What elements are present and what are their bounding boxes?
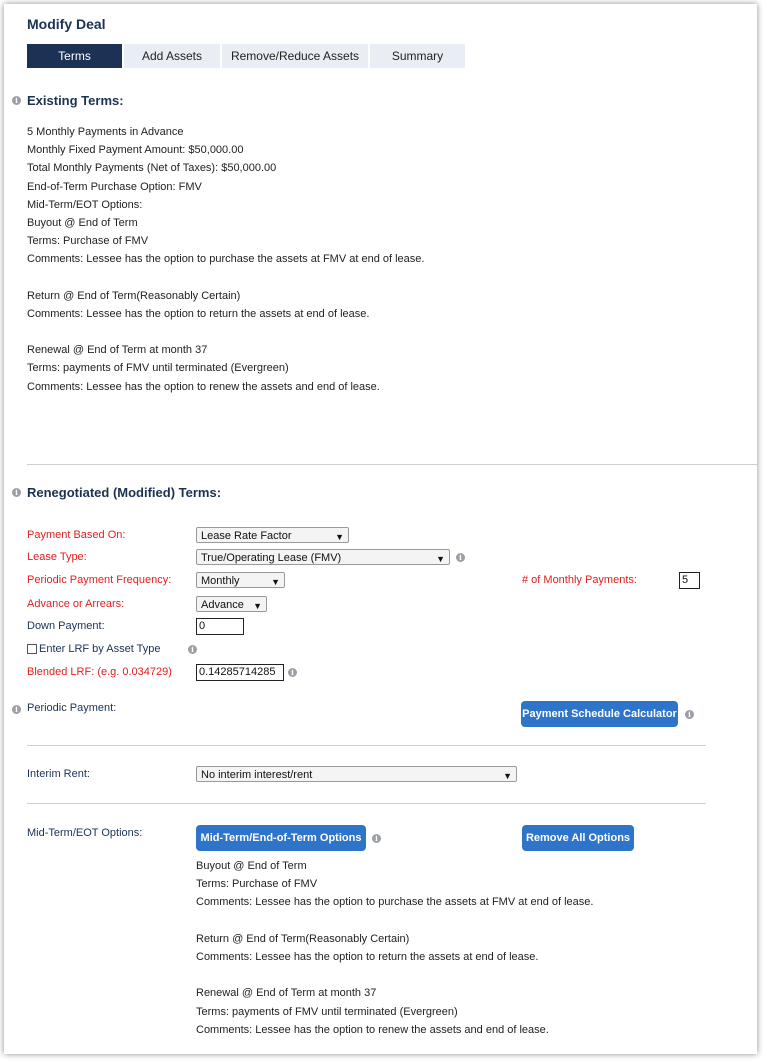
existing-line: Return @ End of Term(Reasonably Certain) [27,289,241,302]
info-icon[interactable]: i [372,834,381,843]
info-icon[interactable]: i [288,668,297,677]
existing-terms-title: Existing Terms: [27,93,124,108]
existing-line: Renewal @ End of Term at month 37 [27,344,208,357]
chevron-down-icon: ▼ [271,577,280,587]
down-payment-label: Down Payment: [27,620,105,632]
lease-type-value: True/Operating Lease (FMV) [201,552,342,564]
existing-line: 5 Monthly Payments in Advance [27,126,184,138]
tab-terms[interactable]: Terms [27,44,122,68]
interim-rent-value: No interim interest/rent [201,769,313,781]
existing-line: Terms: Purchase of FMV [27,235,149,248]
payment-based-on-select[interactable] [196,527,349,543]
info-icon[interactable]: i [685,710,694,719]
renegotiated-terms-title: Renegotiated (Modified) Terms: [27,485,222,500]
chevron-down-icon: ▼ [335,532,344,542]
frequency-value: Monthly [201,575,240,587]
existing-line: End-of-Term Purchase Option: FMV [27,180,202,193]
advance-arrears-label: Advance or Arrears: [27,598,125,610]
num-payments-input[interactable]: 5 [679,572,700,589]
page-title: Modify Deal [27,16,106,32]
option-line: Buyout @ End of Term [196,860,307,872]
existing-line: Comments: Lessee has the option to return the assets at end of lease. [27,307,370,320]
chevron-down-icon: ▼ [253,601,262,611]
existing-line: Comments: Lessee has the option to purchase the assets at FMV at end of lease. [27,253,425,266]
info-icon[interactable]: i [188,645,197,654]
periodic-payment-label: Periodic Payment: [27,702,117,714]
tab-remove-reduce-assets[interactable]: Remove/Reduce Assets [222,44,368,68]
down-payment-input[interactable]: 0 [196,618,244,635]
enter-lrf-row [27,643,160,655]
option-line: Comments: Lessee has the option to return the assets at end of lease. [196,950,539,963]
existing-line: Terms: payments of FMV until terminated (Evergreen) [27,362,289,375]
section-divider [27,745,706,746]
lease-type-label: Lease Type: [27,551,87,563]
option-line [196,912,593,930]
existing-line [27,269,424,287]
frequency-select[interactable] [196,572,285,588]
option-line: Terms: Purchase of FMV [196,878,318,891]
info-icon[interactable]: i [12,488,21,497]
options-text [196,857,593,1039]
existing-line: Buyout @ End of Term [27,216,138,229]
info-icon[interactable]: i [456,553,465,562]
blended-lrf-label: Blended LRF: (e.g. 0.034729) [27,666,172,678]
tab-add-assets[interactable]: Add Assets [124,44,220,68]
option-line: Comments: Lessee has the option to purchase the assets at FMV at end of lease. [196,896,594,909]
option-line: Return @ End of Term(Reasonably Certain) [196,932,410,945]
interim-rent-select[interactable] [196,766,517,782]
existing-line: Total Monthly Payments (Net of Taxes): $50,000.00 [27,162,277,175]
remove-all-options-button[interactable]: Remove All Options [522,825,634,851]
option-line: Comments: Lessee has the option to renew the assets and end of lease. [196,1023,549,1036]
info-icon[interactable]: i [12,96,21,105]
option-line: Terms: payments of FMV until terminated (Evergreen) [196,1005,458,1018]
existing-terms-text [27,123,424,396]
existing-line: Comments: Lessee has the option to renew the assets and end of lease. [27,380,380,393]
chevron-down-icon: ▼ [436,554,445,564]
payment-schedule-calculator-button[interactable]: Payment Schedule Calculator [521,701,678,727]
existing-line: Mid-Term/EOT Options: [27,198,143,211]
blended-lrf-input[interactable]: 0.14285714285 [196,664,284,681]
option-line [196,966,593,984]
tab-summary[interactable]: Summary [370,44,465,68]
enter-lrf-checkbox[interactable] [27,644,37,654]
section-divider [27,464,757,465]
modify-deal-panel [4,4,757,1054]
interim-rent-label: Interim Rent: [27,768,90,780]
payment-based-on-label: Payment Based On: [27,529,126,541]
lease-type-select[interactable] [196,549,450,565]
enter-lrf-label: Enter LRF by Asset Type [39,643,161,655]
mid-term-eot-label: Mid-Term/EOT Options: [27,827,143,839]
mid-term-eot-options-button[interactable]: Mid-Term/End-of-Term Options [196,825,366,851]
frequency-label: Periodic Payment Frequency: [27,574,172,586]
info-icon[interactable]: i [12,705,21,714]
existing-line: Monthly Fixed Payment Amount: $50,000.00 [27,144,244,157]
section-divider [27,803,706,804]
advance-arrears-value: Advance [201,599,244,611]
tab-bar [27,44,467,68]
option-line: Renewal @ End of Term at month 37 [196,987,377,1000]
num-payments-label: # of Monthly Payments: [522,574,637,586]
advance-arrears-select[interactable] [196,596,267,612]
payment-based-on-value: Lease Rate Factor [201,530,292,542]
existing-line [27,323,424,341]
chevron-down-icon: ▼ [503,771,512,781]
